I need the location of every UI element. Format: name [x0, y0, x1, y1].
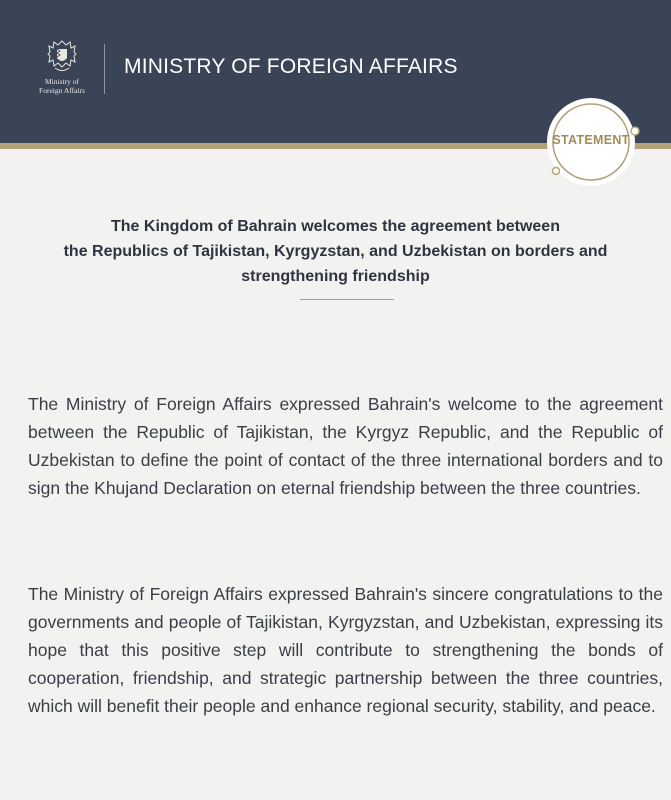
- headline-line2: the Republics of Tajikistan, Kyrgyzstan, and Uzbekistan on borders and: [63, 243, 608, 260]
- emblem-caption-line1: Ministry of: [45, 77, 79, 86]
- ministry-emblem: [36, 40, 88, 102]
- statement-badge: [539, 98, 643, 190]
- emblem-caption-line2: Foreign Affairs: [39, 86, 85, 95]
- coat-of-arms-icon: [47, 40, 77, 74]
- badge-label: STATEMENT: [552, 133, 630, 147]
- body-paragraph-2: The Ministry of Foreign Affairs expressed Bahrain's sincere congratulations to the governments and people of Tajikistan, Kyrgyzstan, and Uzbekistan, expressing its hope that this positive step will contribute to strengthening the bonds of cooperation, friendship, and strategic partnership between the three countries, which will benefit their people and enhance regional security, stability, and peace.: [28, 584, 663, 716]
- body-paragraph-1: The Ministry of Foreign Affairs expressed Bahrain's welcome to the agreement between the Republic of Tajikistan, the Kyrgyz Republic, and the Republic of Uzbekistan to define the point of contact of the three international borders and to sign the Khujand Declaration on eternal friendship between the three countries.: [28, 394, 663, 498]
- headline-divider: [300, 299, 394, 300]
- ministry-title: MINISTRY OF FOREIGN AFFAIRS: [124, 55, 458, 78]
- header-divider: [104, 44, 105, 94]
- headline: [20, 214, 651, 289]
- headline-line1: The Kingdom of Bahrain welcomes the agreement between: [111, 218, 560, 235]
- headline-line3: strengthening friendship: [241, 268, 430, 285]
